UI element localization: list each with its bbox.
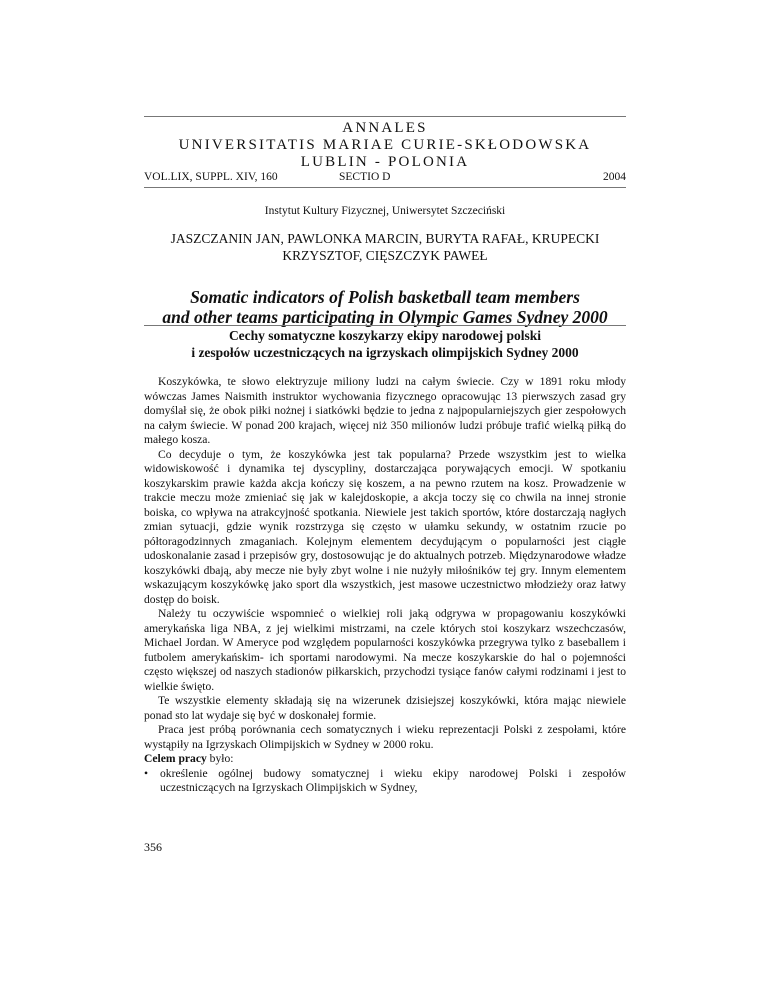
journal-name-line1: ANNALES <box>342 120 428 136</box>
volume-info: VOL.LIX, SUPPL. XIV, 160 <box>144 171 278 183</box>
journal-name-line2: UNIVERSITATIS MARIAE CURIE-SKŁODOWSKA <box>178 137 592 153</box>
aim-rest: było: <box>206 752 234 765</box>
authors-line2: KRZYSZTOF, CIĘSZCZYK PAWEŁ <box>282 248 488 263</box>
authors-line1: JASZCZANIN JAN, PAWLONKA MARCIN, BURYTA RAFAŁ, KRUPECKI <box>170 231 600 246</box>
title-rule <box>144 325 626 326</box>
year-info: 2004 <box>603 171 626 183</box>
paragraph-1: Koszykówka, te słowo elektryzuje miliony ludzi na całym świecie. Czy w 1891 roku młody wówczas James Naismith instruktor wychowania fizycznego opracowując 13 pierwszych zasad gry domyślał się, że obok piłki nożnej i siatkówki będzie to jedna z najpopularniejszych gier zespołowych na całym świecie. W ponad 200 krajach, więcej niż 350 milionów ludzi próbuje trafić wielką piłką do małego kosza. <box>144 375 626 446</box>
section-info: SECTIO D <box>339 171 391 183</box>
title-polish-line1: Cechy somatyczne koszykarzy ekipy narodowej polski <box>228 328 542 343</box>
aim-bullet-1 <box>144 767 626 796</box>
paragraph-3: Należy tu oczywiście wspomnieć o wielkiej roli jaką odgrywa w propagowaniu koszykówki amerykańska liga NBA, z jej wielkimi mistrzami, na czele których stoi koszykarz wszechczasów, Michael Jordan. W Ameryce pod względem popularności koszykówka przegrywa tylko z baseballem i futbolem amerykańskim- ich sportami narodowymi. Na mecze koszykarskie do hal o pojemności często większej od naszych stadionów piłkarskich, przychodzi tysiące fanów całymi rodzinami i jest to wielkie święto. <box>144 607 626 693</box>
journal-name-line3: LUBLIN - POLONIA <box>300 154 470 170</box>
title-polish <box>144 327 626 361</box>
header-bottom-rule <box>144 187 626 188</box>
title-english-line2: and other teams participating in Olympic Games Sydney 2000 <box>162 307 608 327</box>
title-english-line1: Somatic indicators of Polish basketball team members <box>190 287 580 307</box>
institute: Instytut Kultury Fizycznej, Uniwersytet Szczeciński <box>264 205 506 217</box>
paragraph-4: Te wszystkie elementy składają się na wizerunek dzisiejszej koszykówki, która mając niewiele ponad sto lat wydaje się być w doskonałej formie. <box>144 694 626 722</box>
title-polish-line2: i zespołów uczestniczących na igrzyskach olimpijskich Sydney 2000 <box>191 345 579 360</box>
header-top-rule <box>144 116 626 117</box>
aim-label: Celem pracy <box>144 752 207 765</box>
bullet-dot: • <box>144 766 149 780</box>
authors <box>144 230 626 264</box>
paragraph-2: Co decyduje o tym, że koszykówka jest tak popularna? Przede wszystkim jest to wielka widowiskowość i dynamika tej dyscypliny, dostarczająca porywających emocji. W spotkaniu koszykarskim prawie każda akcja kończy się koszem, a na pewno rzutem na kosz. Prowadzenie w trakcie meczu może zmieniać się jak w kalejdoskopie, a akcja toczy się co chwila na innej stronie boiska, co wpływa na atrakcyjność spotkania. Niewiele jest takich sportów, które dostarczają nagłych zmian sytuacji, gdzie wynik rozstrzyga się często w ułamku sekundy, w ostatnim rzucie po półtoragodzinnych zmaganiach. Kolejnym elementem decydującym o popularności jest ciągłe udoskonalanie zasad i przepisów gry, dostosowując je do aktualnych potrzeb. Międzynarodowe władze koszykówki dbają, aby mecze nie były zbyt wolne i nie nużyły miłośników tej gry. Innym elementem wskazującym koszykówkę jako sport dla wszystkich, jest masowe uczestnictwo młodzieży oraz łatwy dostęp do boisk. <box>144 447 626 606</box>
page-number: 356 <box>144 840 162 854</box>
article-body <box>144 375 626 796</box>
aim-heading <box>144 752 626 767</box>
paragraph-5: Praca jest próbą porównania cech somatycznych i wieku reprezentacji Polski z zespołami, które wystąpiły na Igrzyskach Olimpijskich w Sydney w 2000 roku. <box>144 723 626 751</box>
title-english <box>144 287 626 327</box>
aim-bullet-1-text: określenie ogólnej budowy somatycznej i wieku ekipy narodowej Polski i zespołów uczestniczących na Igrzyskach Olimpijskich w Sydney, <box>160 766 626 794</box>
